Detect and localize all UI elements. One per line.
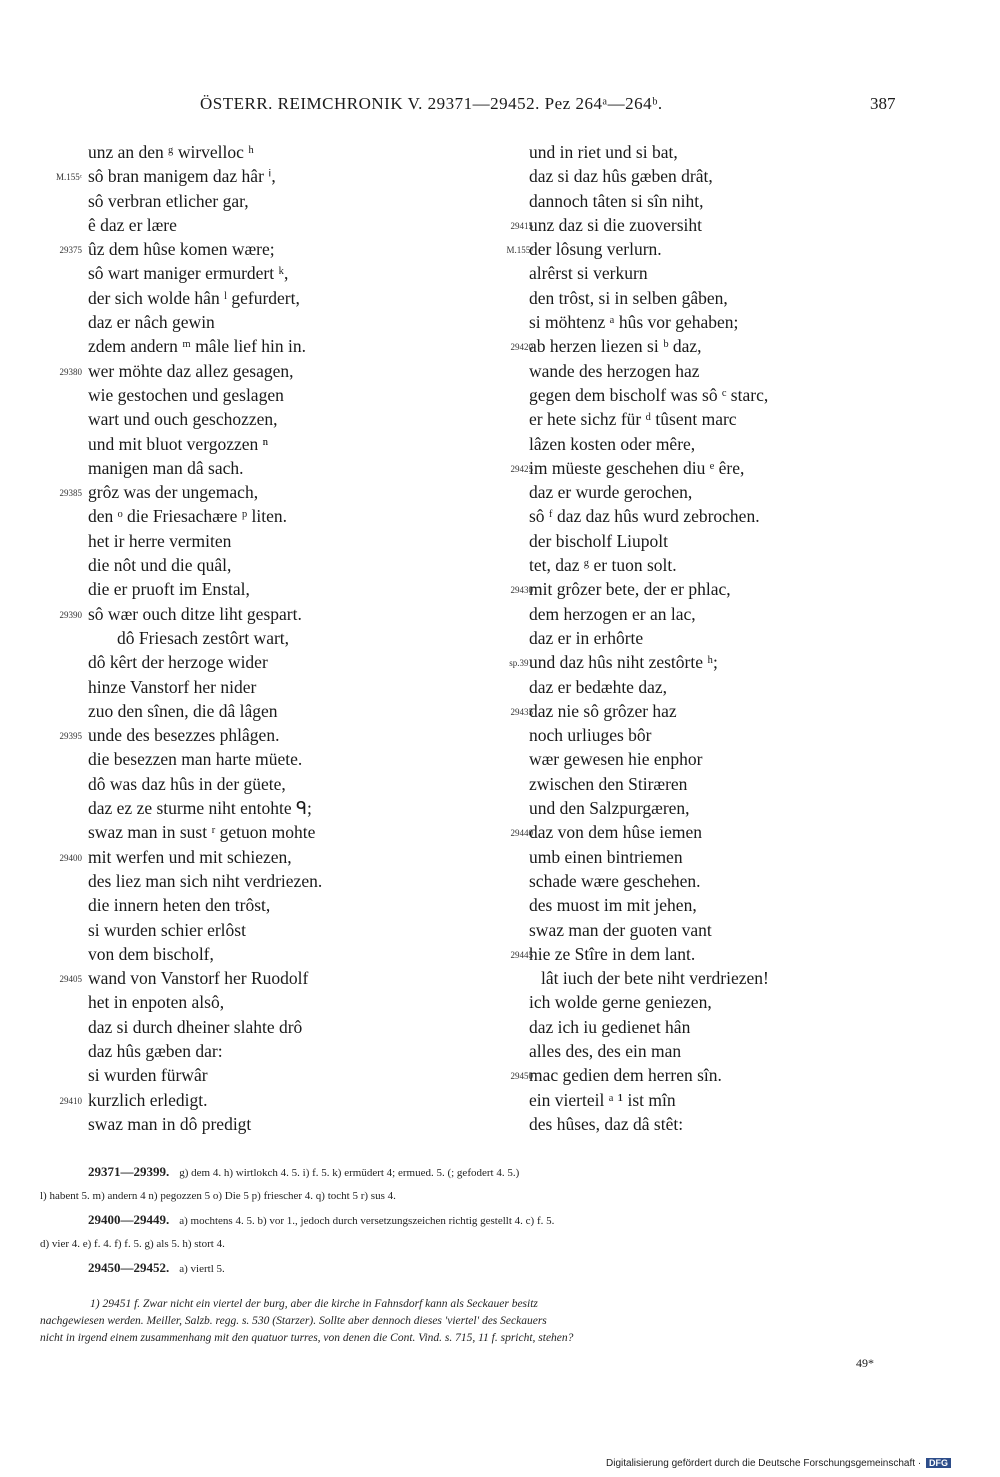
verse-line	[478, 966, 948, 990]
verse-text: daz ez ze sturme niht entohte ᑫ;	[88, 798, 312, 819]
line-number: M.155ᶜ	[55, 172, 82, 183]
verse-line	[0, 189, 470, 213]
verse-text: wart und ouch geschozzen,	[88, 409, 278, 430]
verse-line	[478, 1039, 948, 1063]
apparatus-ref: 29450—29452.	[88, 1260, 170, 1275]
verse-line	[0, 577, 470, 601]
verse-text: und daz hûs niht zestôrte ʰ;	[529, 652, 718, 673]
verse-text: manigen man dâ sach.	[88, 457, 244, 478]
verse-line	[478, 772, 948, 796]
verse-line	[478, 602, 948, 626]
verse-text: daz von dem hûse iemen	[529, 822, 703, 843]
verse-text: daz er nâch gewin	[88, 312, 215, 333]
verse-text: si möhtenz ᵃ hûs vor gehaben;	[529, 312, 739, 333]
verse-line	[0, 723, 470, 747]
verse-text: kurzlich erledigt.	[88, 1089, 208, 1110]
verse-text: die er pruoft im Enstal,	[88, 579, 250, 600]
verse-text: im müeste geschehen diu ᵉ êre,	[529, 457, 745, 478]
verse-line	[0, 893, 470, 917]
verse-line	[478, 456, 948, 480]
verse-line	[0, 480, 470, 504]
verse-line	[0, 845, 470, 869]
verse-text: sô wær ouch ditze liht gespart.	[88, 603, 302, 624]
verse-line	[478, 918, 948, 942]
verse-text: daz ich iu gedienet hân	[529, 1016, 691, 1037]
apparatus-ref: 29400—29449.	[88, 1212, 170, 1227]
dfg-credit	[606, 1458, 951, 1469]
verse-line	[478, 359, 948, 383]
line-number: 29385	[59, 488, 82, 499]
line-number: 29435	[510, 706, 533, 717]
apparatus-text: d) vier 4. e) f. 4. f) f. 5. g) als 5. h) stort 4.	[40, 1238, 225, 1250]
line-number: 29415	[510, 220, 533, 231]
verse-line	[478, 1063, 948, 1087]
verse-line	[478, 747, 948, 771]
apparatus-text: g) dem 4. h) wirtlokch 4. 5. i) f. 5. k) ermüdert 4; ermued. 5. (; gefodert 4. 5.)	[179, 1167, 520, 1179]
verse-line	[478, 893, 948, 917]
signature-mark: 49*	[856, 1356, 874, 1370]
verse-line	[478, 432, 948, 456]
apparatus-line	[40, 1208, 910, 1232]
verse-text: tet, daz ᵍ er tuon solt.	[529, 555, 677, 576]
verse-text: der sich wolde hân ˡ gefurdert,	[88, 287, 300, 308]
apparatus-ref: 29371—29399.	[88, 1164, 170, 1179]
line-number: 29400	[59, 852, 82, 863]
verse-text: und in riet und si bat,	[529, 142, 678, 162]
line-number: 29405	[59, 974, 82, 985]
verse-text: sô wart maniger ermurdert ᵏ,	[88, 263, 289, 284]
verse-line	[478, 480, 948, 504]
verse-text: wær gewesen hie enphor	[529, 749, 703, 770]
line-number: M.155ᵈ	[506, 245, 533, 256]
verse-line	[478, 213, 948, 237]
verse-line	[0, 602, 470, 626]
verse-text: unde des besezzes phlâgen.	[88, 725, 280, 746]
verse-text: ê daz er lære	[88, 214, 177, 235]
footnote-line: nicht in irgend einem zusammenhang mit den quatuor turres, von denen die Cont. Vind. s. 715, 11 f. spricht, stehen?	[40, 1332, 574, 1344]
verse-text: daz nie sô grôzer haz	[529, 700, 677, 721]
verse-text: den trôst, si in selben gâben,	[529, 287, 728, 308]
verse-text: noch urliuges bôr	[529, 725, 652, 746]
verse-line	[478, 820, 948, 844]
right-verse-column	[478, 140, 948, 1136]
verse-text: wie gestochen und geslagen	[88, 384, 284, 405]
verse-text: von dem bischolf,	[88, 943, 214, 964]
verse-line	[478, 407, 948, 431]
verse-line	[478, 845, 948, 869]
verse-line	[0, 164, 470, 188]
apparatus-text: a) viertl 5.	[179, 1263, 225, 1275]
verse-text: hinze Vanstorf her nider	[88, 676, 257, 697]
verse-line	[0, 918, 470, 942]
verse-line	[478, 796, 948, 820]
line-number: 29440	[510, 828, 533, 839]
verse-text: sô bran manigem daz hâr ⁱ,	[88, 166, 276, 187]
line-number: 29410	[59, 1095, 82, 1106]
verse-line	[478, 1015, 948, 1039]
verse-text: wande des herzogen haz	[529, 360, 700, 381]
verse-line	[0, 650, 470, 674]
verse-text: unz an den ᵍ wirvelloc ʰ	[88, 142, 254, 162]
verse-text: die nôt und die quâl,	[88, 555, 232, 576]
verse-line	[0, 237, 470, 261]
verse-line	[0, 529, 470, 553]
verse-text: ich wolde gerne geniezen,	[529, 992, 712, 1013]
verse-text: des liez man sich niht verdriezen.	[88, 870, 323, 891]
apparatus-line	[40, 1184, 910, 1208]
verse-line	[478, 990, 948, 1014]
verse-text: alrêrst si verkurn	[529, 263, 648, 284]
verse-text: den ᵒ die Friesachære ᵖ liten.	[88, 506, 288, 527]
running-header	[0, 94, 1000, 118]
verse-line	[478, 261, 948, 285]
verse-line	[0, 869, 470, 893]
verse-line	[0, 1088, 470, 1112]
verse-line	[0, 1039, 470, 1063]
line-number: sp.391	[509, 658, 533, 669]
verse-text: dô kêrt der herzoge wider	[88, 652, 268, 673]
footnote-line: 1) 29451 f. Zwar nicht ein viertel der burg, aber die kirche in Fahnsdorf kann als Seckauer besitz	[90, 1298, 538, 1310]
line-number: 29390	[59, 609, 82, 620]
verse-text: wand von Vanstorf her Ruodolf	[88, 968, 309, 989]
verse-line	[478, 723, 948, 747]
verse-text: unz daz si die zuoversiht	[529, 214, 703, 235]
line-number: 29375	[59, 245, 82, 256]
verse-line	[0, 990, 470, 1014]
verse-line	[0, 772, 470, 796]
verse-text: daz si daz hûs gæben drât,	[529, 166, 713, 187]
verse-text: grôz was der ungemach,	[88, 482, 259, 503]
verse-line	[478, 334, 948, 358]
verse-line	[0, 310, 470, 334]
verse-line	[0, 334, 470, 358]
verse-line	[0, 407, 470, 431]
verse-line	[0, 820, 470, 844]
verse-text: mit grôzer bete, der er phlac,	[529, 579, 731, 600]
verse-line	[478, 504, 948, 528]
verse-line	[0, 966, 470, 990]
line-number: 29430	[510, 585, 533, 596]
verse-line	[478, 675, 948, 699]
apparatus-line	[40, 1160, 910, 1184]
verse-line	[478, 286, 948, 310]
verse-text: gegen dem bischolf was sô ᶜ starc,	[529, 384, 769, 405]
verse-line	[478, 383, 948, 407]
verse-text: dô was daz hûs in der güete,	[88, 773, 286, 794]
verse-text: daz hûs gæben dar:	[88, 1040, 223, 1061]
verse-text: swaz man in sust ʳ getuon mohte	[88, 822, 316, 843]
verse-text: daz er in erhôrte	[529, 627, 644, 648]
verse-line	[478, 164, 948, 188]
verse-text: und den Salzpurgæren,	[529, 798, 690, 819]
verse-text: si wurden schier erlôst	[88, 919, 246, 940]
verse-text: mac gedien dem herren sîn.	[529, 1065, 722, 1086]
verse-line	[0, 1063, 470, 1087]
verse-line	[0, 675, 470, 699]
apparatus-line	[40, 1256, 910, 1280]
footnote	[40, 1296, 910, 1347]
verse-text: alles des, des ein man	[529, 1040, 682, 1061]
verse-text: si wurden fürwâr	[88, 1065, 208, 1086]
verse-line	[478, 1112, 948, 1136]
line-number: 29420	[510, 342, 533, 353]
verse-line	[478, 650, 948, 674]
verse-line	[478, 529, 948, 553]
line-number: 29425	[510, 463, 533, 474]
verse-line	[478, 189, 948, 213]
verse-line	[0, 140, 470, 164]
verse-line	[478, 577, 948, 601]
verse-line	[0, 432, 470, 456]
verse-line	[0, 456, 470, 480]
verse-text: het in enpoten alsô,	[88, 992, 225, 1013]
verse-text: des hûses, daz dâ stêt:	[529, 1113, 684, 1134]
left-verse-column	[0, 140, 470, 1136]
verse-line	[478, 942, 948, 966]
verse-text: zdem andern ᵐ mâle lief hin in.	[88, 336, 306, 357]
verse-line	[0, 359, 470, 383]
verse-text: ûz dem hûse komen wære;	[88, 239, 275, 260]
verse-text: der bischolf Liupolt	[529, 530, 669, 551]
verse-line	[478, 869, 948, 893]
verse-line	[478, 626, 948, 650]
verse-text: des muost im mit jehen,	[529, 895, 697, 916]
verse-text: daz si durch dheiner slahte drô	[88, 1016, 303, 1037]
verse-line	[0, 286, 470, 310]
verse-text: mit werfen und mit schiezen,	[88, 846, 292, 867]
verse-line	[0, 504, 470, 528]
line-number: 29395	[59, 731, 82, 742]
verse-line	[0, 942, 470, 966]
verse-text: die innern heten den trôst,	[88, 895, 271, 916]
verse-line	[0, 699, 470, 723]
verse-text: ab herzen liezen si ᵇ daz,	[529, 336, 702, 357]
critical-apparatus	[40, 1160, 910, 1280]
verse-text: zwischen den Stiræren	[529, 773, 688, 794]
footnote-line: nachgewiesen werden. Meiller, Salzb. regg. s. 530 (Starzer). Sollte aber dennoch dieses 'viertel' des Seckauers	[40, 1315, 547, 1327]
verse-text: het ir herre vermiten	[88, 530, 232, 551]
verse-text: die besezzen man harte müete.	[88, 749, 303, 770]
verse-line	[0, 261, 470, 285]
verse-text: lât iuch der bete niht verdriezen!	[541, 968, 769, 989]
verse-text: daz er wurde gerochen,	[529, 482, 693, 503]
verse-line	[478, 237, 948, 261]
verse-line	[0, 747, 470, 771]
verse-text: dô Friesach zestôrt wart,	[117, 627, 290, 648]
verse-text: daz er bedæhte daz,	[529, 676, 667, 697]
verse-text: wer möhte daz allez gesagen,	[88, 360, 294, 381]
verse-text: hie ze Stîre in dem lant.	[529, 943, 696, 964]
verse-line	[478, 310, 948, 334]
line-number: 29445	[510, 949, 533, 960]
line-number: 29380	[59, 366, 82, 377]
verse-text: dannoch tâten si sîn niht,	[529, 190, 704, 211]
verse-text: der lôsung verlurn.	[529, 239, 662, 260]
verse-text: ein vierteil ᵃ ¹ ist mîn	[529, 1089, 676, 1110]
verse-line	[0, 1015, 470, 1039]
page-number: 387	[870, 94, 896, 113]
verse-line	[478, 553, 948, 577]
verse-text: sô verbran etlicher gar,	[88, 190, 249, 211]
verse-line	[0, 796, 470, 820]
verse-line	[478, 1088, 948, 1112]
apparatus-text: a) mochtens 4. 5. b) vor 1., jedoch durch versetzungszeichen richtig gestellt 4. c) f. 5.	[179, 1215, 555, 1227]
apparatus-line	[40, 1232, 910, 1256]
verse-line	[478, 699, 948, 723]
dfg-logo: DFG	[926, 1458, 951, 1468]
verse-text: dem herzogen er an lac,	[529, 603, 696, 624]
apparatus-text: l) habent 5. m) andern 4 n) pegozzen 5 o) Die 5 p) friescher 4. q) tocht 5 r) sus 4.	[40, 1190, 396, 1202]
verse-line	[0, 553, 470, 577]
running-title: ÖSTERR. REIMCHRONIK V. 29371—29452. Pez 264ᵃ—264ᵇ.	[200, 94, 663, 113]
verse-text: und mit bluot vergozzen ⁿ	[88, 433, 269, 454]
dfg-credit-text: Digitalisierung gefördert durch die Deutsche Forschungsgemeinschaft ·	[606, 1458, 922, 1469]
verse-text: er hete sichz für ᵈ tûsent marc	[529, 409, 737, 430]
verse-text: zuo den sînen, die dâ lâgen	[88, 700, 278, 721]
verse-text: umb einen bintriemen	[529, 846, 683, 867]
verse-text: lâzen kosten oder mêre,	[529, 433, 696, 454]
verse-line	[0, 213, 470, 237]
verse-line	[478, 140, 948, 164]
verse-text: schade wære geschehen.	[529, 870, 701, 891]
verse-line	[0, 1112, 470, 1136]
verse-text: swaz man der guoten vant	[529, 919, 712, 940]
verse-text: sô ᶠ daz daz hûs wurd zebrochen.	[529, 506, 760, 527]
line-number: 29450	[510, 1071, 533, 1082]
verse-text: swaz man in dô predigt	[88, 1113, 252, 1134]
verse-line	[0, 383, 470, 407]
verse-line	[0, 626, 470, 650]
